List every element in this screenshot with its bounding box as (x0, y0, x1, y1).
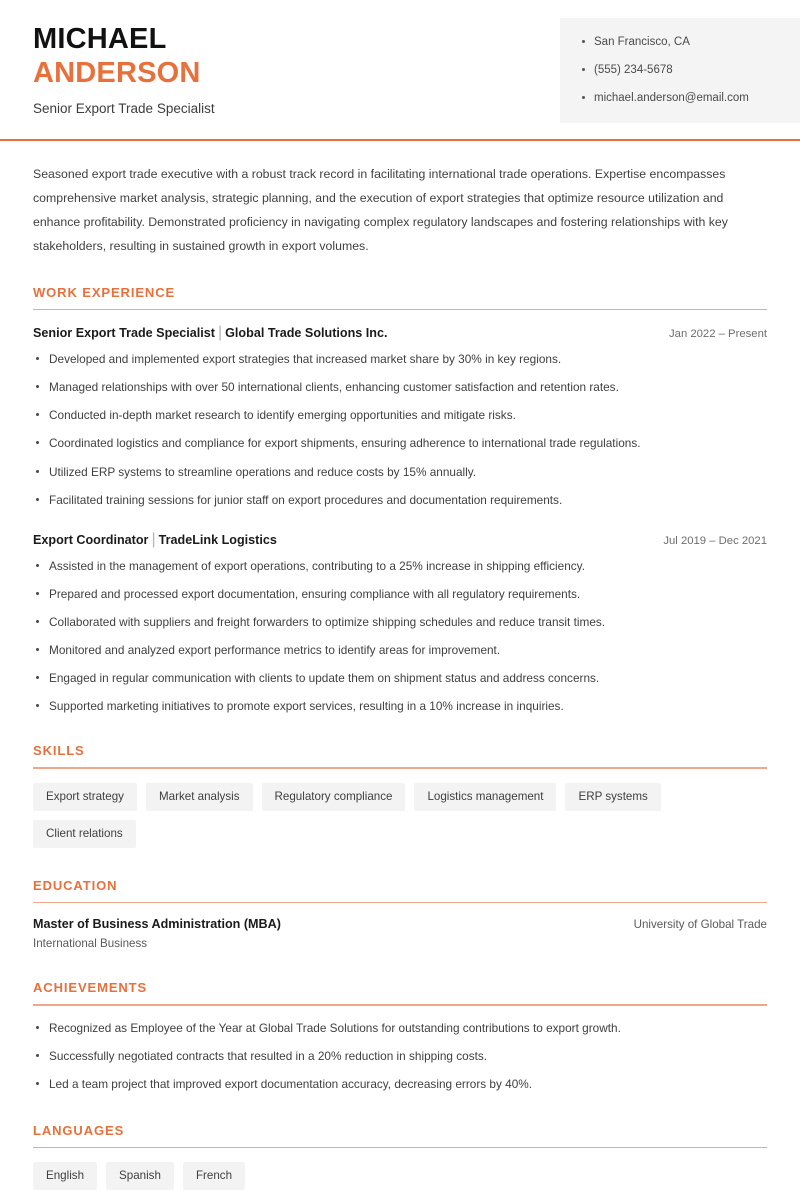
list-item: Monitored and analyzed export performance metrics to identify areas for improvement. (33, 642, 767, 659)
contact-email[interactable]: michael.anderson@email.com (582, 91, 800, 106)
section-heading-education: EDUCATION (33, 877, 118, 893)
list-item: Conducted in-depth market research to identify emerging opportunities and mitigate risks. (33, 407, 767, 424)
title-company-separator: | (151, 530, 156, 548)
language-pill: English (33, 1162, 97, 1190)
skill-pill: Market analysis (146, 783, 253, 811)
experience-company: TradeLink Logistics (158, 532, 277, 547)
section-heading-languages: LANGUAGES (33, 1122, 125, 1138)
section-rule (33, 1147, 767, 1149)
section-heading-achievements: ACHIEVEMENTS (33, 980, 148, 996)
contact-phone[interactable]: (555) 234-5678 (582, 63, 800, 78)
header-identity (0, 0, 215, 116)
skill-pill: Client relations (33, 820, 136, 848)
first-name: MICHAEL (33, 23, 167, 55)
education-entry-header (33, 917, 767, 931)
language-pill: Spanish (106, 1162, 174, 1190)
list-item: Engaged in regular communication with clients to update them on shipment status and address concerns. (33, 670, 767, 687)
experience-job-title: Export Coordinator (33, 532, 149, 547)
skills-pill-row (33, 783, 767, 848)
section-heading-skills: SKILLS (33, 743, 85, 759)
experience-title-line (33, 531, 277, 549)
achievements-bullet-list (33, 1020, 767, 1093)
education-school: University of Global Trade (633, 918, 767, 932)
list-item: Managed relationships with over 50 international clients, enhancing customer satisfaction and retention rates. (33, 379, 767, 396)
list-item: Developed and implemented export strategies that increased market share by 30% in key regions. (33, 351, 767, 368)
skill-pill: Logistics management (414, 783, 556, 811)
title-company-separator: | (217, 324, 223, 342)
skill-pill: Export strategy (33, 783, 137, 811)
experience-job-title: Senior Export Trade Specialist (33, 326, 215, 341)
section-work-experience (33, 285, 767, 716)
section-rule (33, 902, 767, 904)
list-item: Coordinated logistics and compliance for export shipments, ensuring adherence to international trade regulations. (33, 435, 767, 452)
list-item: Collaborated with suppliers and freight forwarders to optimize shipping schedules and reduce transit times. (33, 614, 767, 631)
list-item: Successfully negotiated contracts that resulted in a 20% reduction in shipping costs. (33, 1048, 767, 1065)
list-item: Led a team project that improved export documentation accuracy, decreasing errors by 40%. (33, 1076, 767, 1093)
experience-entry-header (33, 324, 767, 342)
section-achievements (33, 980, 767, 1093)
header-divider (0, 139, 800, 141)
experience-entry (33, 324, 767, 509)
section-rule (33, 1004, 767, 1006)
experience-title-line (33, 324, 387, 342)
header-job-title: Senior Export Trade Specialist (33, 101, 215, 117)
skill-pill: ERP systems (565, 783, 660, 811)
section-languages (33, 1123, 767, 1190)
last-name: ANDERSON (33, 57, 201, 90)
list-item: Recognized as Employee of the Year at Global Trade Solutions for outstanding contributions to export growth. (33, 1020, 767, 1037)
list-item: Facilitated training sessions for junior staff on export procedures and documentation requirements. (33, 492, 767, 509)
experience-bullet-list (33, 558, 767, 716)
education-entry (33, 917, 767, 950)
list-item: Supported marketing initiatives to promote export services, resulting in a 10% increase in inquiries. (33, 698, 767, 715)
skill-pill: Regulatory compliance (262, 783, 406, 811)
experience-bullet-list (33, 351, 767, 509)
contact-box (560, 18, 800, 123)
list-item: Assisted in the management of export operations, contributing to a 25% increase in shipping efficiency. (33, 558, 767, 575)
education-field-of-study: International Business (33, 937, 148, 951)
list-item: Utilized ERP systems to streamline operations and reduce costs by 15% annually. (33, 464, 767, 481)
experience-entry-header (33, 531, 767, 549)
experience-date-range: Jan 2022 – Present (669, 328, 767, 341)
resume-header (0, 0, 800, 123)
experience-company: Global Trade Solutions Inc. (225, 326, 388, 341)
language-pill: French (183, 1162, 245, 1190)
section-heading-work-experience: WORK EXPERIENCE (33, 284, 176, 300)
experience-entry (33, 531, 767, 716)
experience-date-range: Jul 2019 – Dec 2021 (663, 534, 767, 547)
contact-location: San Francisco, CA (582, 35, 800, 50)
contact-list (582, 35, 800, 106)
languages-pill-row (33, 1162, 767, 1190)
professional-summary: Seasoned export trade executive with a robust track record in facilitating international trade operations. Expertise encompasses comprehensive market analysis, strategic planning, and the execution of export strategies that optimize resource utilization and enhance profitability. Demonstrated proficiency in navigating complex regulatory landscapes and fostering relationships with key stakeholders, resulting in sustained growth in export volumes. (33, 166, 728, 253)
section-rule (33, 767, 767, 769)
section-education (33, 878, 767, 951)
education-degree: Master of Business Administration (MBA) (33, 917, 281, 932)
section-skills (33, 743, 767, 847)
list-item: Prepared and processed export documentation, ensuring compliance with all regulatory requirements. (33, 586, 767, 603)
resume-content (0, 163, 800, 1190)
section-rule (33, 309, 767, 311)
